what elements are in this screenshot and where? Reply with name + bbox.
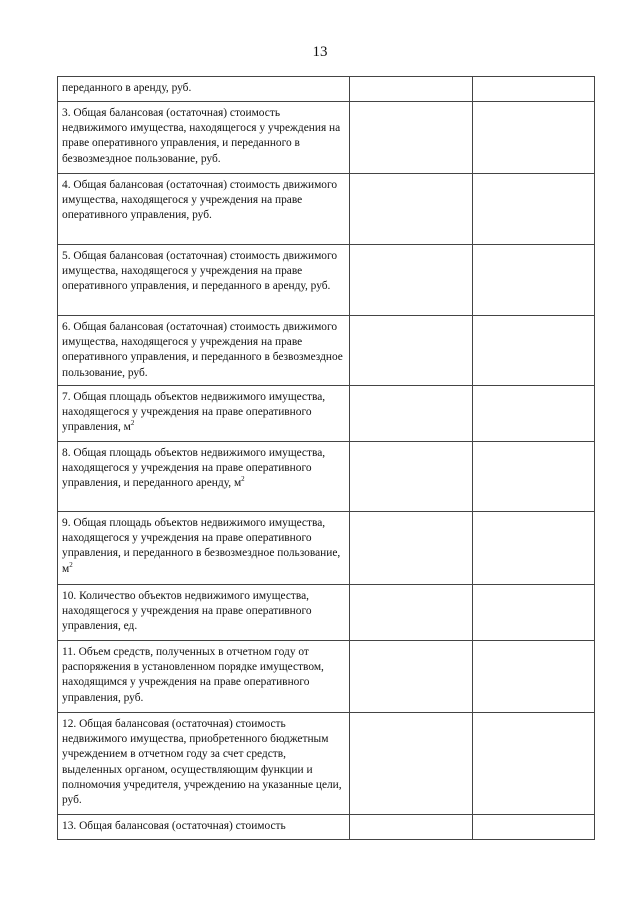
indicator-label: 7. Общая площадь объектов недвижимого имущества, находящегося у учреждения на праве оперативного управления, м bbox=[62, 391, 326, 434]
report-table bbox=[57, 76, 595, 840]
value-cell-previous bbox=[350, 77, 473, 102]
value-cell-previous bbox=[350, 316, 473, 386]
indicator-cell bbox=[58, 585, 350, 641]
value-cell-previous bbox=[350, 585, 473, 641]
indicator-cell bbox=[58, 512, 350, 585]
table-row bbox=[58, 442, 595, 512]
value-cell-previous bbox=[350, 174, 473, 245]
value-cell-current bbox=[473, 245, 595, 316]
indicator-cell bbox=[58, 245, 350, 316]
indicator-label: 11. Объем средств, полученных в отчетном году от распоряжения в установленном порядке имуществом, находящимся у учреждения на праве оперативного управления, руб. bbox=[62, 646, 324, 704]
value-cell-previous bbox=[350, 512, 473, 585]
indicator-cell bbox=[58, 174, 350, 245]
table-row bbox=[58, 102, 595, 174]
value-cell-current bbox=[473, 512, 595, 585]
indicator-cell bbox=[58, 641, 350, 713]
table-row bbox=[58, 386, 595, 442]
indicator-label: 9. Общая площадь объектов недвижимого имущества, находящегося у учреждения на праве оперативного управления, и переданного в безвозмездное пользование, м bbox=[62, 517, 341, 575]
value-cell-current bbox=[473, 77, 595, 102]
indicator-label: 3. Общая балансовая (остаточная) стоимость недвижимого имущества, находящегося у учреждения на праве оперативного управления, и переданного в безвозмездное пользование, руб. bbox=[62, 107, 341, 165]
indicator-label: 6. Общая балансовая (остаточная) стоимость движимого имущества, находящегося у учреждения на праве оперативного управления, и переданного в безвозмездное пользование, руб. bbox=[62, 321, 343, 379]
value-cell-previous bbox=[350, 102, 473, 174]
value-cell-current bbox=[473, 815, 595, 840]
indicator-cell bbox=[58, 386, 350, 442]
value-cell-previous bbox=[350, 713, 473, 815]
value-cell-current bbox=[473, 641, 595, 713]
indicator-label: переданного в аренду, руб. bbox=[62, 82, 192, 94]
value-cell-current bbox=[473, 102, 595, 174]
table-row bbox=[58, 585, 595, 641]
table-row bbox=[58, 713, 595, 815]
value-cell-current bbox=[473, 386, 595, 442]
table-row bbox=[58, 245, 595, 316]
indicator-cell bbox=[58, 77, 350, 102]
indicator-label: 12. Общая балансовая (остаточная) стоимость недвижимого имущества, приобретенного бюджетным учреждением в отчетном году за счет средств, выделенных органом, осуществляющим функции и полномочия учредителя, учреждению на указанные цели, руб. bbox=[62, 718, 342, 807]
indicator-cell bbox=[58, 102, 350, 174]
indicator-cell bbox=[58, 442, 350, 512]
indicator-cell bbox=[58, 713, 350, 815]
value-cell-current bbox=[473, 713, 595, 815]
table-row bbox=[58, 77, 595, 102]
table-row bbox=[58, 641, 595, 713]
value-cell-previous bbox=[350, 815, 473, 840]
page-number: 13 bbox=[312, 44, 328, 60]
indicator-label: 4. Общая балансовая (остаточная) стоимость движимого имущества, находящегося у учреждения на праве оперативного управления, руб. bbox=[62, 179, 338, 222]
indicator-label: 10. Количество объектов недвижимого имущества, находящегося у учреждения на праве оперативного управления, ед. bbox=[62, 590, 312, 633]
value-cell-current bbox=[473, 442, 595, 512]
value-cell-previous bbox=[350, 442, 473, 512]
indicator-label: 8. Общая площадь объектов недвижимого имущества, находящегося у учреждения на праве оперативного управления, и переданного аренду, м bbox=[62, 447, 326, 490]
indicator-cell bbox=[58, 316, 350, 386]
indicator-label: 13. Общая балансовая (остаточная) стоимость bbox=[62, 820, 286, 832]
value-cell-previous bbox=[350, 245, 473, 316]
value-cell-previous bbox=[350, 386, 473, 442]
indicator-cell bbox=[58, 815, 350, 840]
value-cell-current bbox=[473, 585, 595, 641]
table-row bbox=[58, 815, 595, 840]
indicator-label: 5. Общая балансовая (остаточная) стоимость движимого имущества, находящегося у учреждения на праве оперативного управления, и переданного в аренду, руб. bbox=[62, 250, 338, 293]
table-row bbox=[58, 174, 595, 245]
value-cell-previous bbox=[350, 641, 473, 713]
value-cell-current bbox=[473, 316, 595, 386]
unit-superscript: 2 bbox=[69, 560, 73, 569]
table-row bbox=[58, 512, 595, 585]
value-cell-current bbox=[473, 174, 595, 245]
unit-superscript: 2 bbox=[130, 419, 135, 428]
unit-superscript: 2 bbox=[241, 475, 245, 484]
table-row bbox=[58, 316, 595, 386]
